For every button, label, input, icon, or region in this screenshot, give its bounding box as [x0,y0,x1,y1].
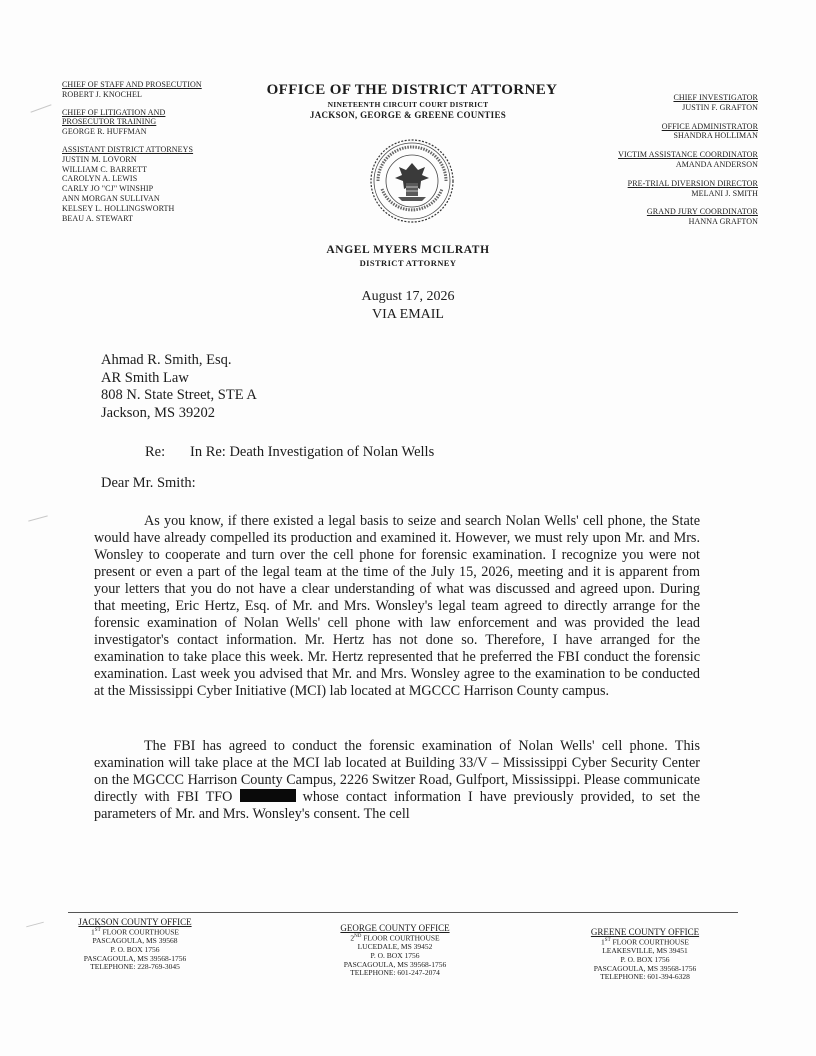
staff-title: ASSISTANT DISTRICT ATTORNEYS [62,144,194,154]
state-seal-icon [368,137,456,225]
staff-title: CHIEF INVESTIGATOR [673,93,758,102]
staff-name: BEAU A. STEWART [62,213,134,223]
footer-floor: 2ND FLOOR COURTHOUSE [350,933,440,943]
staff-group [528,179,758,199]
staff-title: GRAND JURY COORDINATOR [646,207,758,217]
scan-mark [28,515,48,521]
staff-title: CHIEF OF LITIGATION AND PROSECUTOR TRAINING [62,107,166,127]
staff-name: AMANDA ANDERSON [675,159,758,169]
staff-name: ROBERT J. KNOCHEL [62,89,142,99]
staff-group [528,150,758,170]
office-name: OFFICE OF THE DISTRICT ATTORNEY [266,82,558,98]
paragraph-text: As you know, if there existed a legal basis to seize and search Nolan Wells' cell phone, the State would have already compelled its production and examined it. However, we must rely upon Mr. and Mrs. Wonsley to cooperate and turn over the cell phone for forensic examination. I recognize you were not present or even a part of the legal team at the time of the July 15, 2026, meeting and it is apparent from your letters that you do not have a clear understanding of what was discussed and agreed upon. During that meeting, Eric Hertz, Esq. of Mr. and Mrs. Wonsley's legal team agreed to directly arrange for the forensic examination of Nolan Wells' cell phone with law enforcement and was provided the lead investigator's contact information. Mr. Hertz has not done so. Therefore, I have arranged for the examination to take place this week. Mr. Hertz represented that he preferred the FBI conduct the forensic examination. Last week you advised that Mr. and Mrs. Wonsley agree to the examination to be conducted at the Mississippi Cyber Initiative (MCI) lab located at MGCCC Harrison County campus. [94,513,700,699]
staff-name: JUSTIN F. GRAFTON [682,102,758,112]
paragraph-text: The FBI has agreed to conduct the forensic examination of Nolan Wells' cell phone. This examination will take place at the MCI lab located at Building 33/V – Mississippi Cyber Security Center on the MGCCC Harrison County Campus, 2226 Switzer Road, Gulfport, Mississippi. Please communicate directly with FBI TFO [94,738,700,805]
footer-line: TELEPHONE: 228-769-3045 [90,962,180,972]
footer-line: TELEPHONE: 601-394-6328 [600,972,690,982]
footer-line: PASCAGOULA, MS 39568 [92,936,178,946]
redaction-bar [240,789,296,802]
body-paragraph [94,738,700,823]
footer-line: LUCEDALE, MS 39452 [357,942,433,952]
salutation: Dear Mr. Smith: [101,475,196,491]
circuit-district: NINETEENTH CIRCUIT COURT DISTRICT [327,100,489,109]
staff-title: VICTIM ASSISTANCE COORDINATOR [618,150,758,160]
staff-name: CAROLYN A. LEWIS [62,174,138,184]
subject-label: Re: [145,444,166,460]
scan-mark [26,922,44,928]
staff-name: GEORGE R. HUFFMAN [62,127,147,137]
staff-name: HANNA GRAFTON [688,217,758,227]
staff-group [528,93,758,113]
counties: JACKSON, GEORGE & GREENE COUNTIES [309,110,507,120]
body-paragraph [94,513,700,700]
da-title: DISTRICT ATTORNEY [359,258,457,268]
staff-name: KELSEY L. HOLLINGSWORTH [62,203,175,213]
staff-group [62,145,262,223]
letter-date-block [0,288,816,324]
footer-office [310,924,480,978]
staff-name: MELANI J. SMITH [691,188,758,198]
recipient-line: Ahmad R. Smith, Esq. [101,352,232,368]
staff-title: OFFICE ADMINISTRATOR [661,121,758,131]
footer-office [570,928,720,982]
footer-office-title: JACKSON COUNTY OFFICE [78,917,192,927]
recipient-line: 808 N. State Street, STE A [101,387,257,403]
staff-list-right [528,93,758,236]
footer-line: P. O. BOX 1756 [620,954,670,964]
recipient-line: Jackson, MS 39202 [101,404,215,421]
da-name: ANGEL MYERS MCILRATH [326,244,490,256]
footer-office-title: GREENE COUNTY OFFICE [590,927,700,937]
staff-name: ANN MORGAN SULLIVAN [62,193,160,203]
recipient-line: AR Smith Law [101,369,189,386]
footer-line: P. O. BOX 1756 [110,944,160,954]
subject-line [145,444,434,461]
staff-group [528,122,758,142]
staff-name: CARLY JO "CJ" WINSHIP [62,184,154,194]
footer-line: LEAKESVILLE, MS 39451 [602,946,688,956]
footer-office-title: GEORGE COUNTY OFFICE [340,923,450,933]
paragraph-text: whose contact information I have previously provided, to set the parameters of Mr. and Mrs. Wonsley's consent. The cell [94,789,700,822]
delivery-method: VIA EMAIL [372,307,444,322]
recipient-address [101,352,257,422]
subject-text: In Re: Death Investigation of Nolan Wells [190,444,435,460]
footer-line: TELEPHONE: 601-247-2074 [350,968,440,978]
staff-name: JUSTIN M. LOVORN [62,154,137,164]
staff-group [528,207,758,227]
staff-name: WILLIAM C. BARRETT [62,164,148,174]
staff-name: SHANDRA HOLLIMAN [673,131,758,141]
footer-floor: 1ST FLOOR COURTHOUSE [91,927,179,937]
staff-title: PRE-TRIAL DIVERSION DIRECTOR [627,178,758,188]
letter-date: August 17, 2026 [361,289,455,304]
staff-title: CHIEF OF STAFF AND PROSECUTION [62,80,202,89]
footer-floor: 1ST FLOOR COURTHOUSE [601,937,689,947]
footer-office [60,918,210,972]
footer-line: PASCAGOULA, MS 39568-1756 [343,959,447,969]
footer-line: PASCAGOULA, MS 39568-1756 [83,953,187,963]
footer-line: PASCAGOULA, MS 39568-1756 [593,963,697,973]
footer-line: P. O. BOX 1756 [370,950,420,960]
footer-divider [68,912,738,913]
